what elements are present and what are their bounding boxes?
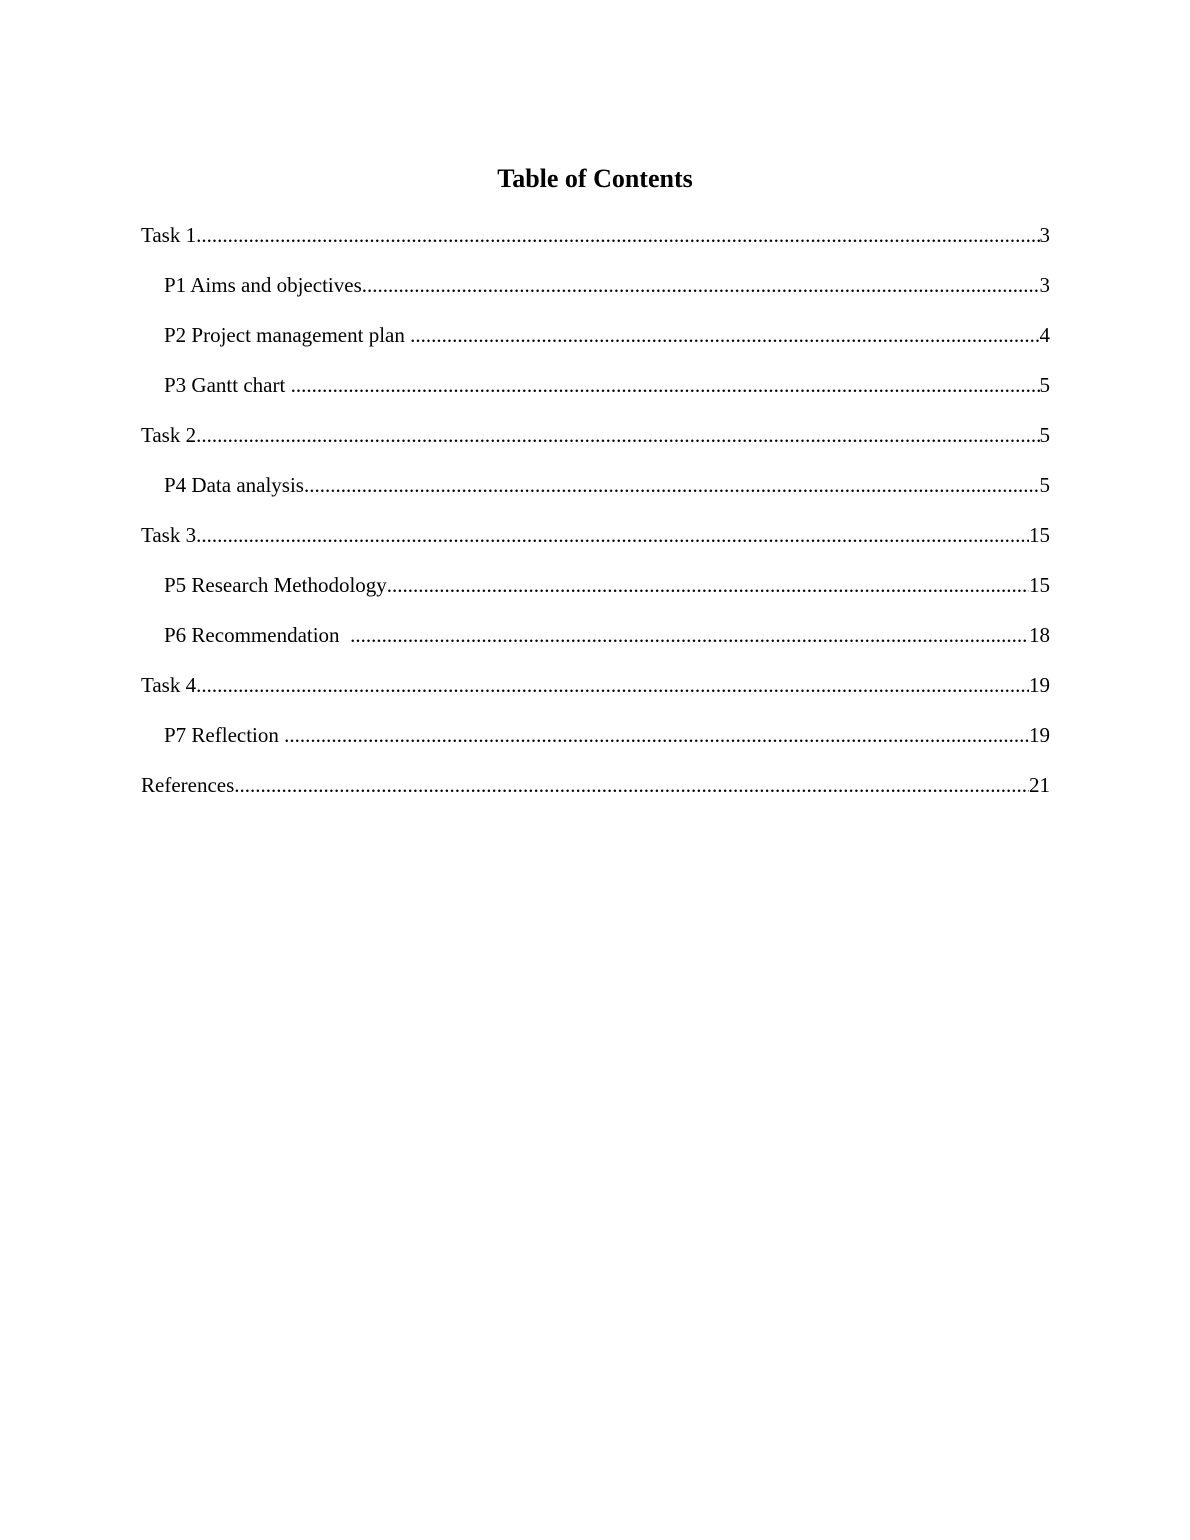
toc-leader-dots [410, 320, 1039, 350]
toc-entry-label: Task 3 [141, 523, 197, 547]
toc-entry-p6[interactable] [141, 620, 1050, 670]
toc-leader-dots [284, 720, 1029, 750]
toc-entry-task-2[interactable] [141, 420, 1050, 470]
toc-entry-p7[interactable] [141, 720, 1050, 770]
toc-entry-page: 3 [1039, 223, 1050, 247]
toc-entry-p2[interactable] [141, 320, 1050, 370]
toc-leader-dots [196, 420, 1039, 450]
toc-entry-page: 19 [1029, 723, 1050, 747]
toc-leader-dots [196, 670, 1029, 700]
toc-entry-p1[interactable] [141, 270, 1050, 320]
toc-leader-dots [196, 520, 1029, 550]
toc-entry-page: 15 [1029, 573, 1050, 597]
toc-list [141, 220, 1050, 820]
toc-leader-dots [234, 770, 1029, 800]
toc-entry-label: Task 2 [141, 423, 197, 447]
toc-entry-label: P2 Project management plan [164, 323, 411, 347]
toc-leader-dots [350, 620, 1029, 650]
toc-entry-label: P3 Gantt chart [164, 373, 291, 397]
toc-entry-page: 18 [1029, 623, 1050, 647]
toc-entry-task-4[interactable] [141, 670, 1050, 720]
toc-entry-label: Task 4 [141, 673, 197, 697]
toc-entry-page: 5 [1039, 373, 1050, 397]
toc-entry-p4[interactable] [141, 470, 1050, 520]
toc-entry-task-1[interactable] [141, 220, 1050, 270]
toc-entry-page: 19 [1029, 673, 1050, 697]
toc-leader-dots [387, 570, 1029, 600]
toc-entry-page: 5 [1039, 423, 1050, 447]
toc-entry-label: References [141, 773, 235, 797]
toc-entry-page: 3 [1039, 273, 1050, 297]
toc-entry-page: 4 [1039, 323, 1050, 347]
toc-leader-dots [196, 220, 1039, 250]
toc-entry-page: 21 [1029, 773, 1050, 797]
toc-entry-label: P4 Data analysis [164, 473, 304, 497]
toc-title: Table of Contents [497, 164, 693, 193]
toc-entry-label: Task 1 [141, 223, 197, 247]
toc-entry-references[interactable] [141, 770, 1050, 820]
toc-entry-label: P1 Aims and objectives [164, 273, 362, 297]
toc-entry-page: 5 [1039, 473, 1050, 497]
toc-leader-dots [362, 270, 1040, 300]
toc-entry-label: P5 Research Methodology [164, 573, 387, 597]
toc-entry-p5[interactable] [141, 570, 1050, 620]
toc-entry-task-3[interactable] [141, 520, 1050, 570]
toc-leader-dots [291, 370, 1040, 400]
toc-entry-page: 15 [1029, 523, 1050, 547]
toc-entry-label: P7 Reflection [164, 723, 285, 747]
toc-entry-label: P6 Recommendation [164, 623, 351, 647]
toc-leader-dots [304, 470, 1040, 500]
toc-entry-p3[interactable] [141, 370, 1050, 420]
